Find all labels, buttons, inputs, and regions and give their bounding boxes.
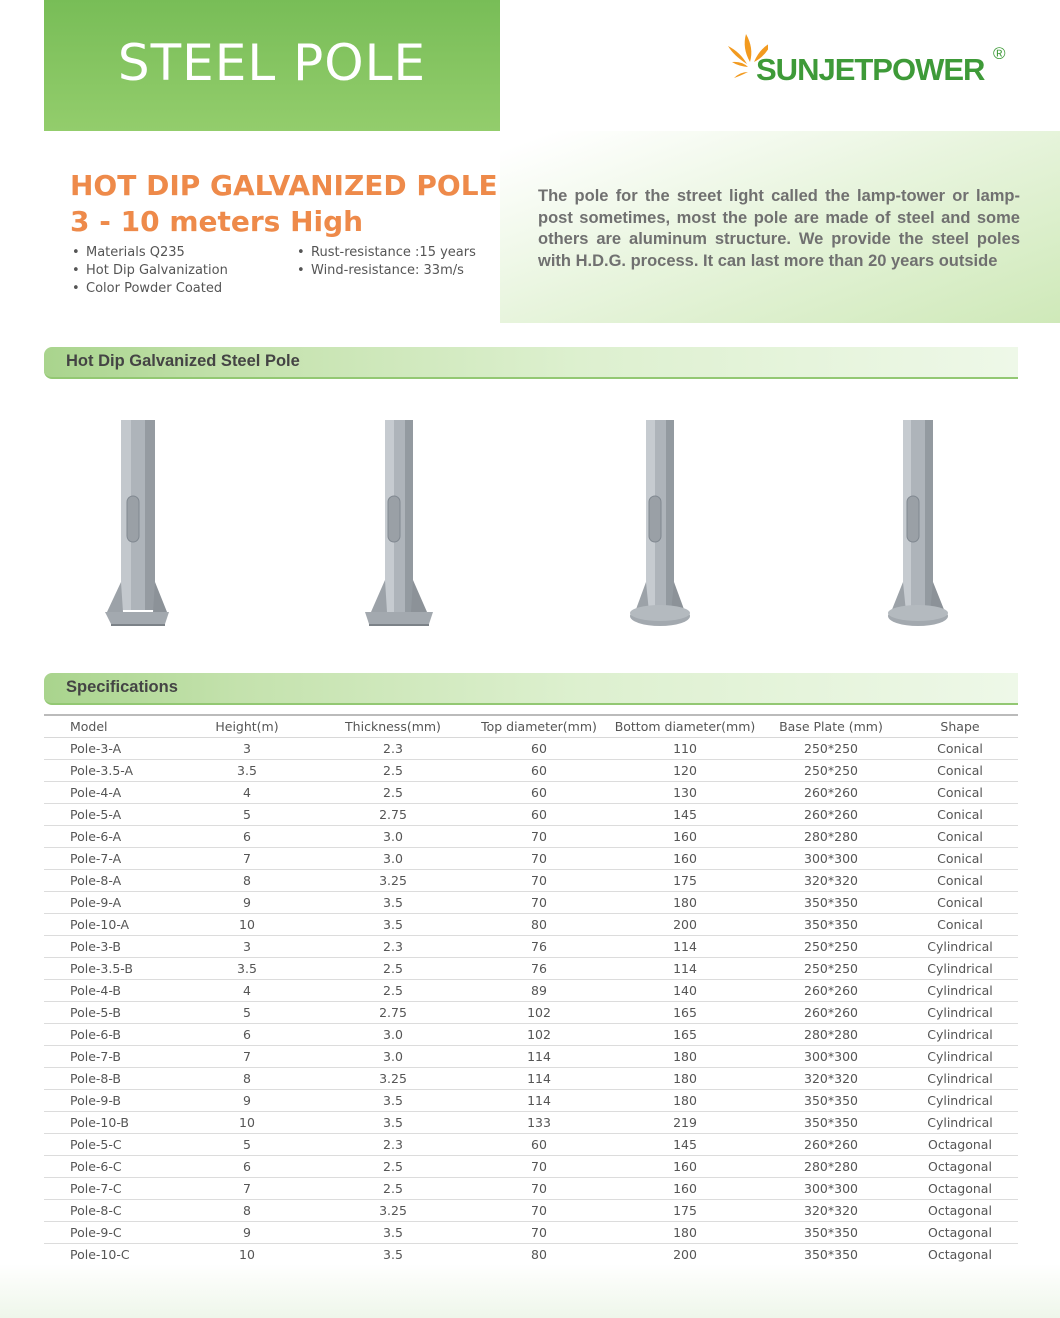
table-cell: 3.25 [318, 870, 468, 892]
table-cell: 320*320 [760, 1200, 902, 1222]
table-cell: 114 [610, 958, 760, 980]
table-cell: 3.0 [318, 1024, 468, 1046]
table-cell: 8 [176, 870, 318, 892]
table-cell: 70 [468, 848, 610, 870]
table-cell: Pole-6-A [44, 826, 176, 848]
table-cell: 130 [610, 782, 760, 804]
feature-list-right [295, 244, 476, 280]
table-cell: 300*300 [760, 848, 902, 870]
table-cell: 10 [176, 914, 318, 936]
table-cell: Pole-5-C [44, 1134, 176, 1156]
title-banner [44, 0, 500, 131]
table-cell: 180 [610, 892, 760, 914]
table-cell: 145 [610, 1134, 760, 1156]
pole-image-round-square-base [355, 412, 445, 632]
table-row [44, 804, 1018, 826]
table-cell: 3.5 [176, 958, 318, 980]
table-cell: 80 [468, 1244, 610, 1267]
table-row [44, 1024, 1018, 1046]
table-cell: 2.5 [318, 782, 468, 804]
table-cell: 5 [176, 1002, 318, 1024]
table-cell: Pole-5-B [44, 1002, 176, 1024]
table-cell: Octagonal [902, 1222, 1018, 1244]
brand-name: SUNJETPOWER [756, 52, 985, 87]
table-cell: 102 [468, 1024, 610, 1046]
table-cell: Pole-9-C [44, 1222, 176, 1244]
feature-item: • Materials Q235 [70, 244, 228, 262]
table-cell: 3.5 [318, 1112, 468, 1134]
section-title: Hot Dip Galvanized Steel Pole [66, 352, 300, 370]
table-cell: 2.3 [318, 936, 468, 958]
table-cell: Conical [902, 804, 1018, 826]
feature-item: • Wind-resistance: 33m/s [295, 262, 476, 280]
table-cell: 350*350 [760, 1244, 902, 1267]
table-cell: 250*250 [760, 760, 902, 782]
table-cell: Conical [902, 826, 1018, 848]
table-cell: 180 [610, 1068, 760, 1090]
table-row [44, 980, 1018, 1002]
table-cell: 114 [610, 936, 760, 958]
table-row [44, 1244, 1018, 1267]
table-cell: 300*300 [760, 1046, 902, 1068]
table-cell: 3.25 [318, 1068, 468, 1090]
table-cell: 165 [610, 1024, 760, 1046]
table-cell: 3.25 [318, 1200, 468, 1222]
table-cell: 260*260 [760, 782, 902, 804]
table-cell: 60 [468, 1134, 610, 1156]
pole-image-octagonal [873, 412, 963, 632]
table-cell: 140 [610, 980, 760, 1002]
table-cell: 3.0 [318, 848, 468, 870]
table-cell: Pole-3-B [44, 936, 176, 958]
table-cell: 180 [610, 1046, 760, 1068]
table-row [44, 958, 1018, 980]
table-cell: 160 [610, 826, 760, 848]
table-cell: 350*350 [760, 914, 902, 936]
table-cell: 2.3 [318, 738, 468, 760]
table-cell: 2.3 [318, 1134, 468, 1156]
table-cell: Cylindrical [902, 1112, 1018, 1134]
table-cell: 2.75 [318, 804, 468, 826]
table-cell: Cylindrical [902, 1046, 1018, 1068]
table-cell: 180 [610, 1222, 760, 1244]
table-cell: 160 [610, 1178, 760, 1200]
table-row [44, 914, 1018, 936]
page-footer [0, 1264, 1060, 1318]
table-cell: Conical [902, 914, 1018, 936]
table-cell: 175 [610, 1200, 760, 1222]
table-cell: 260*260 [760, 1134, 902, 1156]
table-cell: Cylindrical [902, 980, 1018, 1002]
column-header: Shape [902, 715, 1018, 738]
table-cell: 110 [610, 738, 760, 760]
table-row [44, 936, 1018, 958]
table-cell: 2.5 [318, 958, 468, 980]
column-header: Bottom diameter(mm) [610, 715, 760, 738]
headline-line-2: 3 - 10 meters High [70, 205, 364, 238]
table-cell: Cylindrical [902, 936, 1018, 958]
table-cell: Conical [902, 760, 1018, 782]
table-row [44, 1178, 1018, 1200]
table-cell: 2.5 [318, 1156, 468, 1178]
table-cell: 3.5 [318, 1244, 468, 1267]
table-cell: 3.5 [176, 760, 318, 782]
table-cell: 4 [176, 980, 318, 1002]
table-cell: 60 [468, 782, 610, 804]
column-header: Top diameter(mm) [468, 715, 610, 738]
table-cell: 200 [610, 1244, 760, 1267]
table-cell: 3.0 [318, 826, 468, 848]
table-cell: 300*300 [760, 1178, 902, 1200]
table-cell: Pole-3.5-B [44, 958, 176, 980]
table-cell: 8 [176, 1200, 318, 1222]
table-cell: Octagonal [902, 1200, 1018, 1222]
table-cell: 60 [468, 738, 610, 760]
specifications-table [44, 714, 1018, 1267]
feature-item: • Rust-resistance :15 years [295, 244, 476, 262]
table-cell: 260*260 [760, 804, 902, 826]
brand-logo [728, 32, 1018, 92]
table-cell: Cylindrical [902, 1024, 1018, 1046]
table-row [44, 738, 1018, 760]
table-row [44, 892, 1018, 914]
feature-list-left [70, 244, 228, 298]
table-cell: Cylindrical [902, 958, 1018, 980]
table-cell: Pole-8-C [44, 1200, 176, 1222]
table-cell: Cylindrical [902, 1002, 1018, 1024]
table-row [44, 760, 1018, 782]
table-cell: Pole-7-C [44, 1178, 176, 1200]
table-cell: Cylindrical [902, 1090, 1018, 1112]
table-row [44, 1134, 1018, 1156]
table-cell: Pole-7-B [44, 1046, 176, 1068]
table-cell: Pole-3-A [44, 738, 176, 760]
table-cell: 2.5 [318, 760, 468, 782]
table-cell: Conical [902, 870, 1018, 892]
table-cell: 200 [610, 914, 760, 936]
table-cell: 114 [468, 1068, 610, 1090]
feature-item: • Color Powder Coated [70, 280, 228, 298]
table-cell: Pole-8-A [44, 870, 176, 892]
table-cell: Pole-4-B [44, 980, 176, 1002]
table-cell: 219 [610, 1112, 760, 1134]
table-cell: Octagonal [902, 1244, 1018, 1267]
table-cell: 160 [610, 1156, 760, 1178]
table-cell: 5 [176, 1134, 318, 1156]
table-row [44, 1222, 1018, 1244]
table-cell: 70 [468, 826, 610, 848]
table-row [44, 826, 1018, 848]
table-cell: 260*260 [760, 980, 902, 1002]
table-cell: 89 [468, 980, 610, 1002]
table-cell: 280*280 [760, 1156, 902, 1178]
section-header-specs [44, 673, 1018, 705]
table-cell: 350*350 [760, 1222, 902, 1244]
table-cell: Octagonal [902, 1156, 1018, 1178]
table-cell: Octagonal [902, 1178, 1018, 1200]
table-cell: Pole-4-A [44, 782, 176, 804]
table-row [44, 1002, 1018, 1024]
table-cell: Pole-10-B [44, 1112, 176, 1134]
table-cell: 9 [176, 1090, 318, 1112]
table-cell: 3 [176, 936, 318, 958]
column-header: Model [44, 715, 176, 738]
table-cell: 133 [468, 1112, 610, 1134]
registered-mark: ® [993, 44, 1006, 63]
table-cell: 102 [468, 1002, 610, 1024]
table-cell: 3.0 [318, 1046, 468, 1068]
table-cell: 350*350 [760, 1090, 902, 1112]
table-cell: 80 [468, 914, 610, 936]
table-cell: 180 [610, 1090, 760, 1112]
table-cell: Pole-6-B [44, 1024, 176, 1046]
table-row [44, 1090, 1018, 1112]
table-cell: 70 [468, 1156, 610, 1178]
table-cell: 5 [176, 804, 318, 826]
table-cell: Pole-7-A [44, 848, 176, 870]
table-cell: 2.5 [318, 1178, 468, 1200]
table-cell: Conical [902, 848, 1018, 870]
table-cell: 10 [176, 1112, 318, 1134]
table-cell: 70 [468, 1200, 610, 1222]
product-headline [70, 168, 498, 240]
table-row [44, 1112, 1018, 1134]
table-cell: Pole-9-B [44, 1090, 176, 1112]
table-cell: Conical [902, 738, 1018, 760]
table-row [44, 1200, 1018, 1222]
table-cell: 250*250 [760, 936, 902, 958]
table-cell: Pole-8-B [44, 1068, 176, 1090]
table-row [44, 870, 1018, 892]
table-cell: 3.5 [318, 1090, 468, 1112]
table-cell: Cylindrical [902, 1068, 1018, 1090]
table-cell: 7 [176, 1178, 318, 1200]
table-cell: 76 [468, 958, 610, 980]
table-cell: Pole-10-C [44, 1244, 176, 1267]
table-cell: 70 [468, 1178, 610, 1200]
table-cell: 2.75 [318, 1002, 468, 1024]
table-cell: 280*280 [760, 1024, 902, 1046]
table-cell: Pole-10-A [44, 914, 176, 936]
table-cell: 114 [468, 1090, 610, 1112]
table-cell: Conical [902, 892, 1018, 914]
pole-image-round-round-base [615, 412, 705, 632]
table-cell: 250*250 [760, 738, 902, 760]
table-cell: 4 [176, 782, 318, 804]
pole-image-square [93, 412, 183, 632]
section-header-poles [44, 347, 1018, 379]
table-cell: 7 [176, 1046, 318, 1068]
table-cell: 145 [610, 804, 760, 826]
table-cell: 160 [610, 848, 760, 870]
table-cell: Conical [902, 782, 1018, 804]
column-header: Height(m) [176, 715, 318, 738]
table-cell: 76 [468, 936, 610, 958]
table-cell: 2.5 [318, 980, 468, 1002]
table-cell: 3.5 [318, 914, 468, 936]
table-cell: 9 [176, 892, 318, 914]
table-cell: 6 [176, 1156, 318, 1178]
table-cell: 320*320 [760, 870, 902, 892]
table-cell: 280*280 [760, 826, 902, 848]
table-cell: 120 [610, 760, 760, 782]
table-cell: 6 [176, 1024, 318, 1046]
table-cell: 165 [610, 1002, 760, 1024]
table-cell: 350*350 [760, 1112, 902, 1134]
table-cell: Pole-3.5-A [44, 760, 176, 782]
headline-line-1: HOT DIP GALVANIZED POLE [70, 169, 498, 202]
table-row [44, 1068, 1018, 1090]
table-cell: Pole-6-C [44, 1156, 176, 1178]
table-cell: 3.5 [318, 892, 468, 914]
table-cell: 9 [176, 1222, 318, 1244]
table-cell: 70 [468, 870, 610, 892]
table-row [44, 1156, 1018, 1178]
table-row [44, 848, 1018, 870]
table-cell: 114 [468, 1046, 610, 1068]
table-cell: 3.5 [318, 1222, 468, 1244]
table-row [44, 1046, 1018, 1068]
table-cell: 260*260 [760, 1002, 902, 1024]
table-cell: 70 [468, 1222, 610, 1244]
table-cell: 175 [610, 870, 760, 892]
table-cell: 7 [176, 848, 318, 870]
column-header: Thickness(mm) [318, 715, 468, 738]
table-row [44, 782, 1018, 804]
table-cell: 6 [176, 826, 318, 848]
intro-paragraph: The pole for the street light called the lamp-tower or lamp-post sometimes, most the pole are made of steel and some others are aluminum structure. We provide the steel poles with H.D.G. process. It can last more than 20 years outside [538, 187, 1020, 270]
table-cell: 250*250 [760, 958, 902, 980]
table-cell: 350*350 [760, 892, 902, 914]
table-cell: 60 [468, 804, 610, 826]
section-title: Specifications [66, 678, 178, 696]
table-cell: 320*320 [760, 1068, 902, 1090]
feature-item: • Hot Dip Galvanization [70, 262, 228, 280]
table-cell: Pole-9-A [44, 892, 176, 914]
table-cell: 8 [176, 1068, 318, 1090]
table-header-row [44, 715, 1018, 738]
table-cell: Pole-5-A [44, 804, 176, 826]
table-cell: Octagonal [902, 1134, 1018, 1156]
table-cell: 10 [176, 1244, 318, 1267]
column-header: Base Plate (mm) [760, 715, 902, 738]
page-title: STEEL POLE [117, 34, 427, 92]
table-cell: 70 [468, 892, 610, 914]
table-cell: 3 [176, 738, 318, 760]
table-cell: 60 [468, 760, 610, 782]
